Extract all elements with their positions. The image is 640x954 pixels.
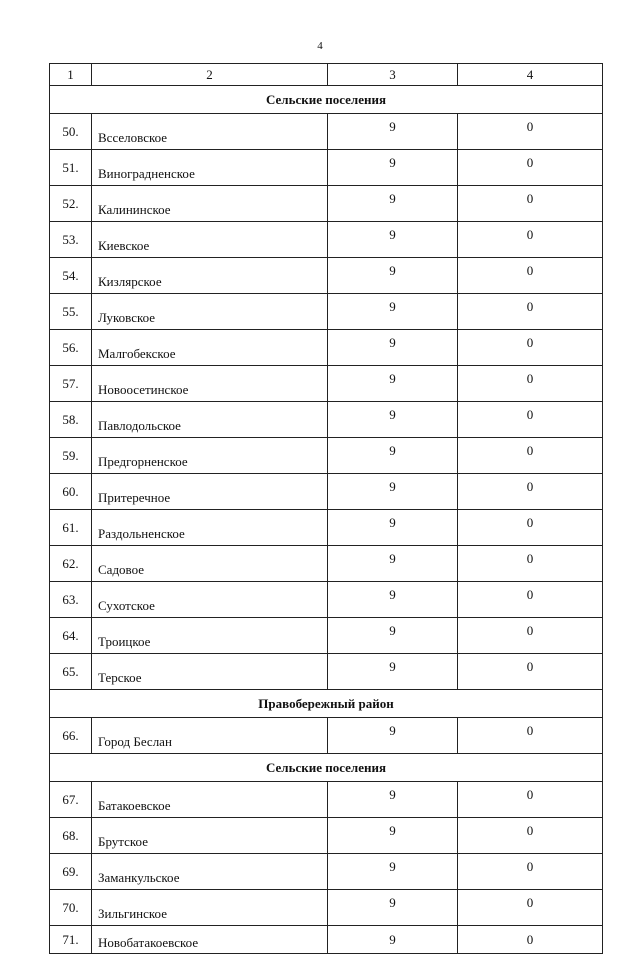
table-row: [50, 474, 603, 510]
settlement-name: Зильгинское: [92, 890, 328, 926]
row-number: 52.: [50, 186, 92, 222]
table-row: [50, 718, 603, 754]
settlement-name: Брутское: [92, 818, 328, 854]
table-row: [50, 618, 603, 654]
column-3-value: 9: [328, 402, 458, 438]
column-4-value: 0: [458, 782, 603, 818]
row-number: 65.: [50, 654, 92, 690]
section-header-row: [50, 690, 603, 718]
settlement-name: Предгорненское: [92, 438, 328, 474]
settlement-name: Терское: [92, 654, 328, 690]
column-3-value: 9: [328, 654, 458, 690]
column-4-value: 0: [458, 926, 603, 954]
settlement-name: Малгобекское: [92, 330, 328, 366]
column-4-value: 0: [458, 818, 603, 854]
settlements-table: [49, 63, 603, 954]
column-3-value: 9: [328, 582, 458, 618]
table-row: [50, 294, 603, 330]
column-4-value: 0: [458, 150, 603, 186]
table-row: [50, 222, 603, 258]
column-3-value: 9: [328, 618, 458, 654]
column-3-value: 9: [328, 294, 458, 330]
column-4-value: 0: [458, 330, 603, 366]
column-3-value: 9: [328, 782, 458, 818]
table-row: [50, 258, 603, 294]
table-row: [50, 438, 603, 474]
column-4-value: 0: [458, 654, 603, 690]
row-number: 56.: [50, 330, 92, 366]
row-number: 51.: [50, 150, 92, 186]
settlement-name: Виноградненское: [92, 150, 328, 186]
table-row: [50, 150, 603, 186]
column-3-value: 9: [328, 926, 458, 954]
table-row: [50, 546, 603, 582]
table-row: [50, 654, 603, 690]
column-3-value: 9: [328, 546, 458, 582]
settlement-name: Город Беслан: [92, 718, 328, 754]
column-4-value: 0: [458, 474, 603, 510]
column-3-value: 9: [328, 718, 458, 754]
section-header-row: [50, 754, 603, 782]
column-4-value: 0: [458, 114, 603, 150]
table-row: [50, 926, 603, 954]
column-3-value: 9: [328, 890, 458, 926]
row-number: 54.: [50, 258, 92, 294]
settlement-name: Притеречное: [92, 474, 328, 510]
settlement-name: Луковское: [92, 294, 328, 330]
row-number: 61.: [50, 510, 92, 546]
column-3-value: 9: [328, 366, 458, 402]
table-row: [50, 402, 603, 438]
column-3-value: 9: [328, 114, 458, 150]
row-number: 62.: [50, 546, 92, 582]
column-4-value: 0: [458, 546, 603, 582]
row-number: 70.: [50, 890, 92, 926]
section-header-row: [50, 86, 603, 114]
column-3-value: 9: [328, 186, 458, 222]
row-number: 55.: [50, 294, 92, 330]
settlement-name: Раздольненское: [92, 510, 328, 546]
column-header-1: 1: [50, 64, 92, 86]
column-3-value: 9: [328, 474, 458, 510]
table-row: [50, 854, 603, 890]
row-number: 66.: [50, 718, 92, 754]
column-4-value: 0: [458, 186, 603, 222]
table-row: [50, 510, 603, 546]
column-4-value: 0: [458, 438, 603, 474]
column-3-value: 9: [328, 258, 458, 294]
settlement-name: Всселовское: [92, 114, 328, 150]
column-4-value: 0: [458, 294, 603, 330]
settlement-name: Садовое: [92, 546, 328, 582]
table-row: [50, 330, 603, 366]
column-4-value: 0: [458, 510, 603, 546]
row-number: 59.: [50, 438, 92, 474]
section-title: Правобережный район: [50, 690, 603, 718]
settlement-name: Калининское: [92, 186, 328, 222]
column-4-value: 0: [458, 222, 603, 258]
column-4-value: 0: [458, 890, 603, 926]
column-4-value: 0: [458, 718, 603, 754]
column-header-4: 4: [458, 64, 603, 86]
row-number: 71.: [50, 926, 92, 954]
row-number: 64.: [50, 618, 92, 654]
table-row: [50, 186, 603, 222]
settlement-name: Новоосетинское: [92, 366, 328, 402]
table-row: [50, 366, 603, 402]
settlement-name: Павлодольское: [92, 402, 328, 438]
row-number: 58.: [50, 402, 92, 438]
column-4-value: 0: [458, 402, 603, 438]
settlement-name: Новобатакоевское: [92, 926, 328, 954]
settlement-name: Сухотское: [92, 582, 328, 618]
column-4-value: 0: [458, 618, 603, 654]
column-4-value: 0: [458, 366, 603, 402]
table-row: [50, 114, 603, 150]
row-number: 50.: [50, 114, 92, 150]
row-number: 60.: [50, 474, 92, 510]
column-4-value: 0: [458, 854, 603, 890]
column-4-value: 0: [458, 582, 603, 618]
column-3-value: 9: [328, 854, 458, 890]
column-4-value: 0: [458, 258, 603, 294]
column-3-value: 9: [328, 150, 458, 186]
column-3-value: 9: [328, 330, 458, 366]
column-3-value: 9: [328, 438, 458, 474]
table-header-row: [50, 64, 603, 86]
column-3-value: 9: [328, 818, 458, 854]
table-row: [50, 782, 603, 818]
settlement-name: Заманкульское: [92, 854, 328, 890]
column-3-value: 9: [328, 222, 458, 258]
table-row: [50, 818, 603, 854]
table-row: [50, 890, 603, 926]
row-number: 53.: [50, 222, 92, 258]
section-title: Сельские поселения: [50, 754, 603, 782]
settlement-name: Киевское: [92, 222, 328, 258]
row-number: 63.: [50, 582, 92, 618]
settlement-name: Кизлярское: [92, 258, 328, 294]
row-number: 67.: [50, 782, 92, 818]
row-number: 68.: [50, 818, 92, 854]
column-header-2: 2: [92, 64, 328, 86]
column-header-3: 3: [328, 64, 458, 86]
table-body: [50, 86, 603, 954]
settlement-name: Троицкое: [92, 618, 328, 654]
table-row: [50, 582, 603, 618]
row-number: 57.: [50, 366, 92, 402]
row-number: 69.: [50, 854, 92, 890]
settlement-name: Батакоевское: [92, 782, 328, 818]
page-number: 4: [317, 40, 323, 52]
column-3-value: 9: [328, 510, 458, 546]
section-title: Сельские поселения: [50, 86, 603, 114]
